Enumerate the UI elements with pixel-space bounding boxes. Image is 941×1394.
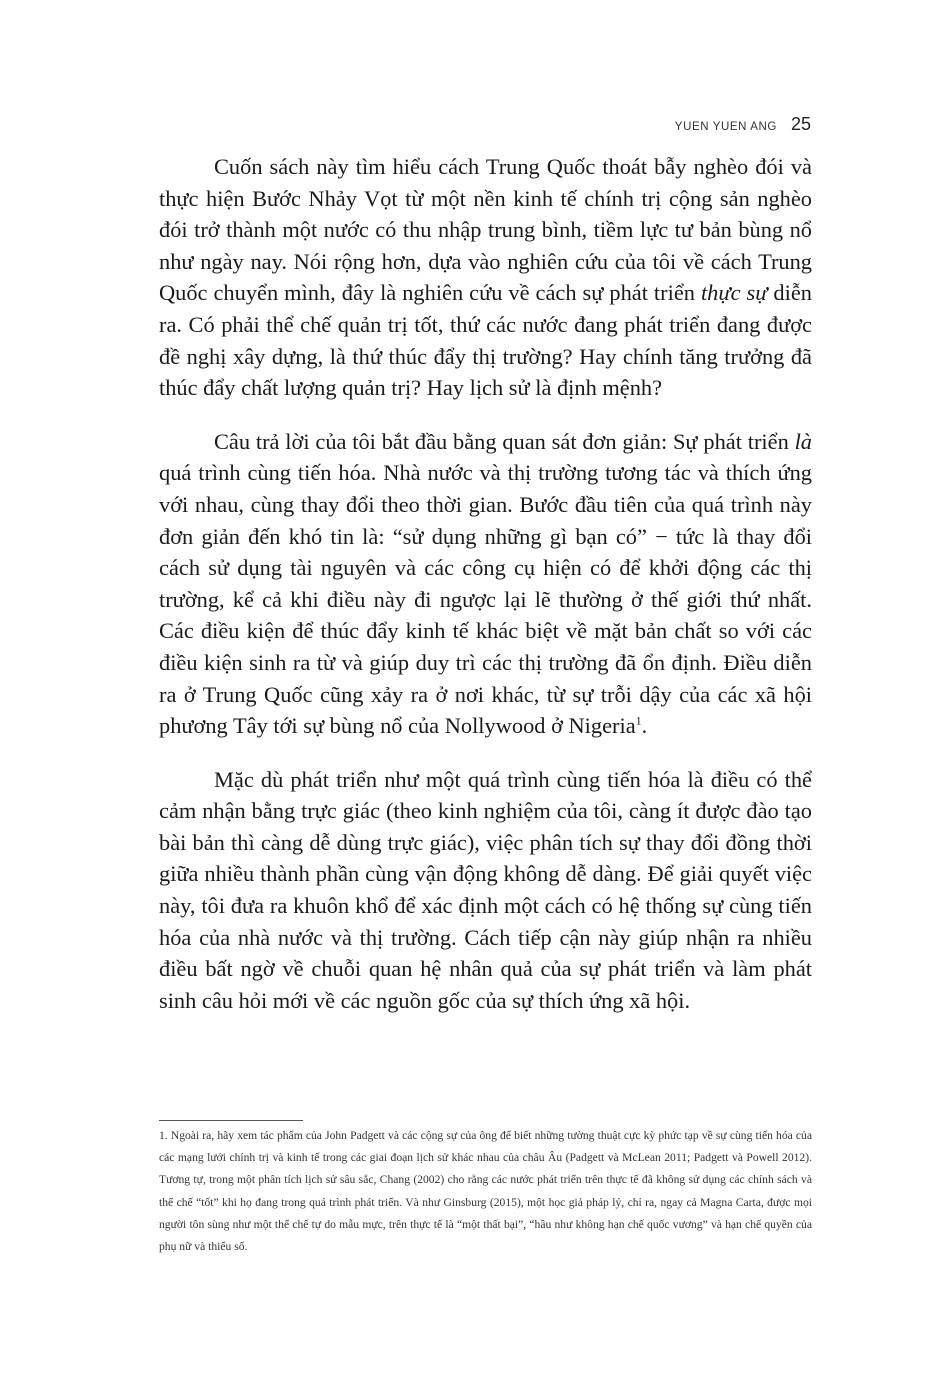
footnote-reference-1[interactable]: 1 [635,713,642,728]
paragraph-3 [159,764,812,1017]
footnote-divider [159,1120,303,1121]
paragraph-3-text: Mặc dù phát triển như một quá trình cùng tiến hóa là điều có thể cảm nhận bằng trực giác (theo kinh nghiệm của tôi, càng ít được đào tạo bài bản thì càng dễ dùng trực giác), việc phân tích sự thay đổi đồng thời giữa nhiều thành phần cùng vận động không dễ dàng. Để giải quyết việc này, tôi đưa ra khuôn khổ để xác định một cách có hệ thống sự cùng tiến hóa của nhà nước và thị trường. Cách tiếp cận này giúp nhận ra nhiều điều bất ngờ về chuỗi quan hệ nhân quả của sự phát triển và làm phát sinh câu hỏi mới về các nguồn gốc của sự thích ứng xã hội. [159,766,812,1013]
paragraph-2 [159,426,812,742]
running-head [675,114,811,135]
paragraph-1-text-b: diễn ra. Có phải thể chế quản trị tốt, thứ các nước đang phát triển đang được đề nghị xây dựng, là thứ thúc đẩy thị trường? Hay chính tăng trưởng đã thúc đẩy chất lượng quản trị? Hay lịch sử là định mệnh? [159,280,812,401]
paragraph-1 [159,151,812,404]
paragraph-1-text-a: Cuốn sách này tìm hiểu cách Trung Quốc thoát bẫy nghèo đói và thực hiện Bước Nhảy Vọt từ một nền kinh tế chính trị cộng sản nghèo đói trở thành một nước có thu nhập trung bình, tiềm lực tư bản bùng nổ như ngày nay. Nói rộng hơn, dựa vào nghiên cứu của tôi về cách Trung Quốc chuyển mình, đây là nghiên cứu về cách sự phát triển [159,154,812,306]
paragraph-2-emphasis: là [794,428,812,454]
running-head-author: YUEN YUEN ANG [674,121,777,133]
paragraph-2-text-a: Câu trả lời của tôi bắt đầu bằng quan sát đơn giản: Sự phát triển [214,428,795,454]
paragraph-2-text-b: quá trình cùng tiến hóa. Nhà nước và thị trường tương tác và thích ứng với nhau, cùng thay đổi theo thời gian. Bước đầu tiên của quá trình này đơn giản đến khó tin là: “sử dụng những gì bạn có” − tức là thay đổi cách sử dụng tài nguyên và các công cụ hiện có để khởi động các thị trường, kể cả khi điều này đi ngược lại lẽ thường ở thế giới thứ nhất. Các điều kiện để thúc đẩy kinh tế khác biệt về mặt bản chất so với các điều kiện sinh ra từ và giúp duy trì các thị trường đã ổn định. Điều diễn ra ở Trung Quốc cũng xảy ra ở nơi khác, từ sự trỗi dậy của các xã hội phương Tây tới sự bùng nổ của Nollywood ở Nigeria [159,460,812,739]
body-text [159,151,812,1038]
paragraph-1-emphasis: thực sự [700,280,768,306]
paragraph-2-text-c: . [641,713,648,739]
page-number: 25 [790,114,811,134]
footnote-1: 1. Ngoài ra, hãy xem tác phẩm của John Padgett và các cộng sự của ông để biết những tường thuật cực kỳ phức tạp về sự cùng tiến hóa của các mạng lưới chính trị và kinh tế trong các giai đoạn lịch sử khác nhau của châu Âu (Padgett và McLean 2011; Padgett và Powell 2012). Tương tự, trong một phân tích lịch sử sâu sắc, Chang (2002) cho rằng các nước phát triển trên thực tế đã không sử dụng các chính sách và thể chế “tốt” khi họ đang trong quá trình phát triển. Và như Ginsburg (2015), một học giả pháp lý, chỉ ra, ngay cả Magna Carta, được mọi người tôn sùng như một thể chế tự do mẫu mực, trên thực tế là “một thất bại”, “hầu như không hạn chế quốc vương” và hạn chế quyền của phụ nữ và thiểu số. [159,1129,812,1254]
